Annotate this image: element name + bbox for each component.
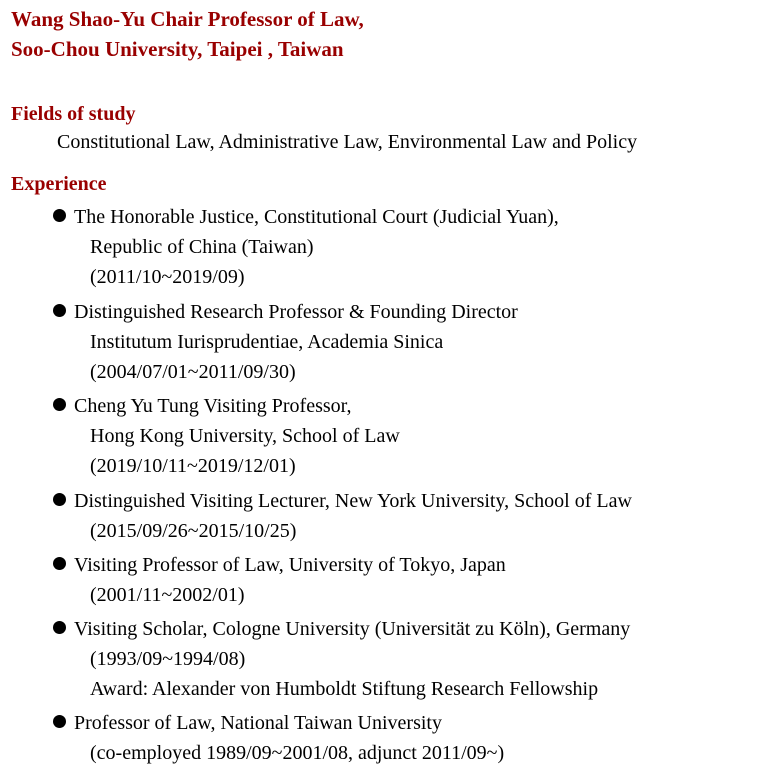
bullet-icon	[53, 398, 66, 411]
fields-of-study-text: Constitutional Law, Administrative Law, Environmental Law and Policy	[57, 131, 638, 153]
title-line-2: Soo-Chou University, Taipei , Taiwan	[11, 37, 344, 61]
title-line-1: Wang Shao-Yu Chair Professor of Law,	[11, 7, 364, 31]
bullet-icon	[53, 209, 66, 222]
experience-dates: (2015/09/26~2015/10/25)	[90, 520, 297, 542]
experience-award: Award: Alexander von Humboldt Stiftung Research Fellowship	[90, 678, 599, 700]
experience-dates: (2011/10~2019/09)	[90, 266, 245, 288]
experience-detail: Hong Kong University, School of Law	[90, 425, 400, 447]
experience-item	[50, 486, 632, 546]
experience-title: Visiting Professor of Law, University of Tokyo, Japan	[74, 554, 506, 576]
experience-dates: (2019/10/11~2019/12/01)	[90, 455, 296, 477]
experience-dates: (co-employed 1989/09~2001/08, adjunct 2011/09~)	[90, 742, 505, 764]
experience-detail: Institutum Iurisprudentiae, Academia Sinica	[90, 331, 444, 353]
bullet-icon	[53, 304, 66, 317]
experience-dates: (1993/09~1994/08)	[90, 648, 246, 670]
fields-of-study-heading: Fields of study	[11, 103, 136, 125]
experience-item	[50, 550, 506, 610]
experience-item	[50, 202, 559, 292]
experience-item	[50, 614, 630, 704]
experience-heading: Experience	[11, 173, 107, 195]
experience-detail: Republic of China (Taiwan)	[90, 236, 314, 258]
experience-title: Cheng Yu Tung Visiting Professor,	[74, 395, 352, 417]
experience-title: Professor of Law, National Taiwan University	[74, 712, 442, 734]
page-title	[11, 4, 364, 64]
experience-dates: (2004/07/01~2011/09/30)	[90, 361, 296, 383]
bullet-icon	[53, 715, 66, 728]
experience-item	[50, 391, 400, 481]
experience-title: Visiting Scholar, Cologne University (Universität zu Köln), Germany	[74, 618, 631, 640]
experience-dates: (2001/11~2002/01)	[90, 584, 245, 606]
bullet-icon	[53, 493, 66, 506]
experience-item	[50, 297, 518, 387]
bullet-icon	[53, 557, 66, 570]
experience-title: The Honorable Justice, Constitutional Court (Judicial Yuan),	[74, 206, 559, 228]
bullet-icon	[53, 621, 66, 634]
experience-title: Distinguished Research Professor & Founding Director	[74, 301, 518, 323]
experience-item	[50, 708, 504, 768]
experience-title: Distinguished Visiting Lecturer, New York University, School of Law	[74, 490, 632, 512]
